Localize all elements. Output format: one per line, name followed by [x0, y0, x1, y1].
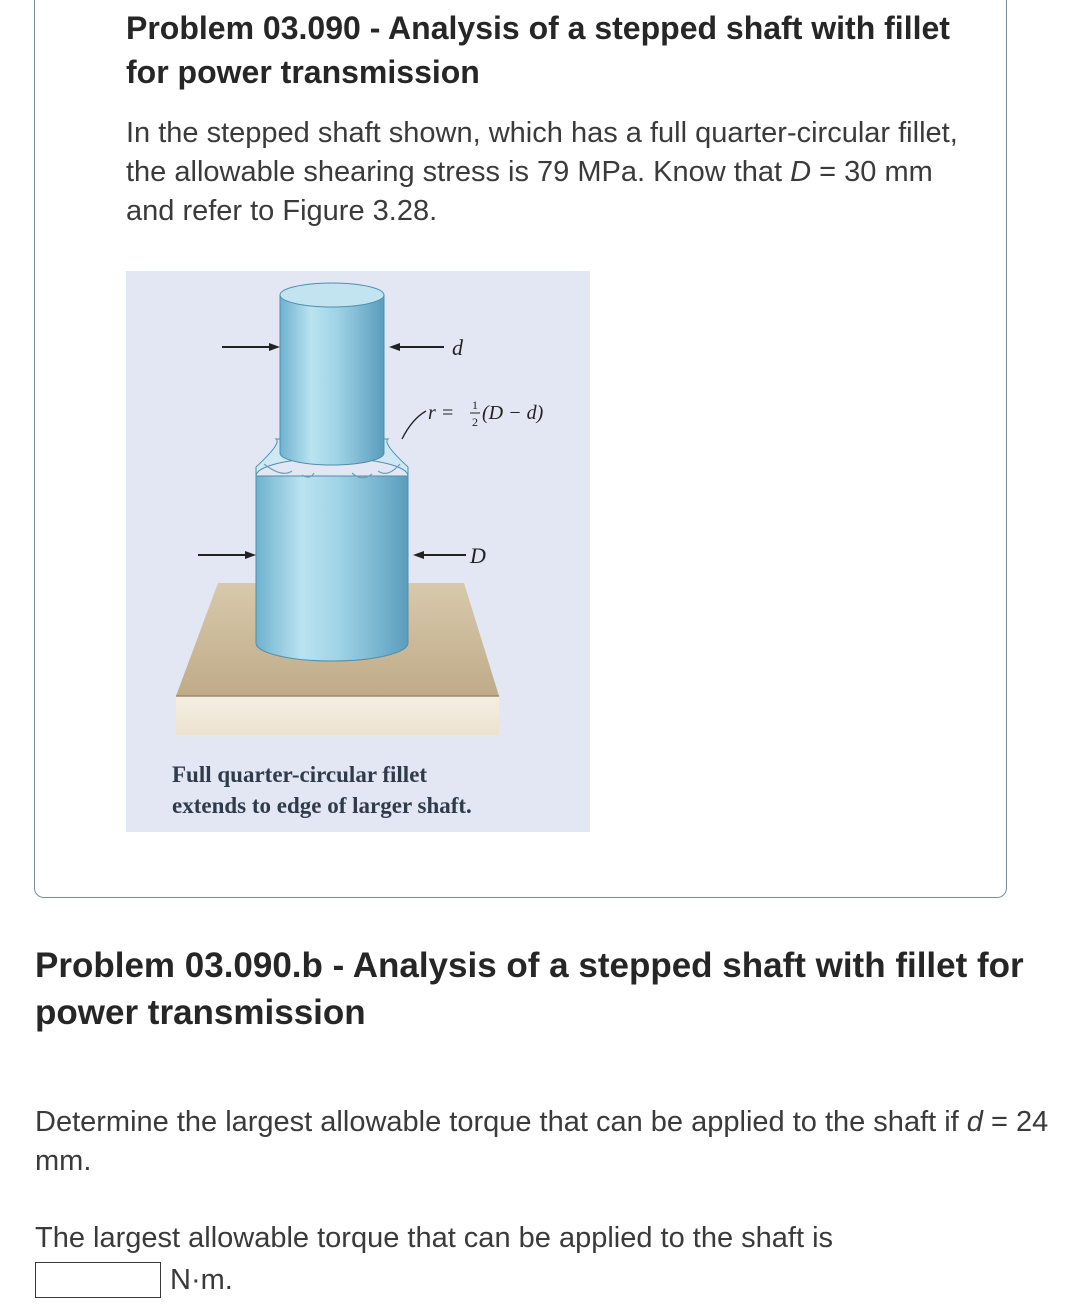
question-part-1: Determine the largest allowable torque that can be applied to the shaft if: [35, 1106, 967, 1138]
radius-suffix: (D − d): [482, 402, 544, 424]
caption-line-1: Full quarter-circular fillet: [172, 762, 428, 787]
larger-shaft-body: [256, 476, 408, 661]
radius-annotation: [402, 398, 544, 439]
label-D: D: [470, 543, 486, 568]
radius-num: 1: [472, 398, 478, 412]
arrow-d-left-head: [269, 343, 280, 351]
radius-den: 2: [472, 415, 478, 429]
smaller-shaft-top: [280, 283, 384, 307]
smaller-shaft-body: [280, 295, 384, 465]
problem-title: Problem 03.090 - Analysis of a stepped shaft with fillet for power transmission: [126, 10, 950, 90]
arrow-D-right-head: [413, 551, 424, 559]
answer-lead-text: The largest allowable torque that can be applied to the shaft is: [35, 1222, 834, 1254]
radius-leader: [402, 411, 426, 439]
problem-statement: [126, 114, 976, 231]
arrow-D-left-head: [245, 551, 256, 559]
torque-answer-input[interactable]: [35, 1262, 161, 1298]
variable-D: D: [790, 156, 812, 188]
part-b-question: [35, 1103, 1055, 1181]
answer-unit: N·m.: [170, 1263, 233, 1296]
stepped-shaft-figure: [126, 271, 590, 832]
larger-shaft: [256, 439, 408, 661]
base-front: [176, 696, 499, 735]
arrow-d-right-head: [389, 343, 400, 351]
answer-row: [35, 1260, 233, 1300]
label-d: d: [452, 335, 463, 360]
question-part-2: = 24 mm.: [35, 1106, 1049, 1177]
part-b-title: Problem 03.090.b - Analysis of a stepped shaft with fillet for power transmission: [35, 946, 1024, 1032]
caption-line-2: extends to edge of larger shaft.: [172, 793, 472, 818]
stepped-shaft-drawing: [126, 271, 590, 761]
variable-d: d: [966, 1106, 983, 1138]
figure-caption: [172, 759, 472, 821]
statement-part-1: In the stepped shaft shown, which has a full quarter-circular fillet, the allowable shearing stress is 79 MPa. Know that: [126, 117, 958, 188]
radius-prefix: r =: [428, 402, 455, 424]
statement-part-2: = 30 mm and refer to Figure 3.28.: [126, 156, 933, 227]
smaller-shaft: [280, 283, 384, 465]
